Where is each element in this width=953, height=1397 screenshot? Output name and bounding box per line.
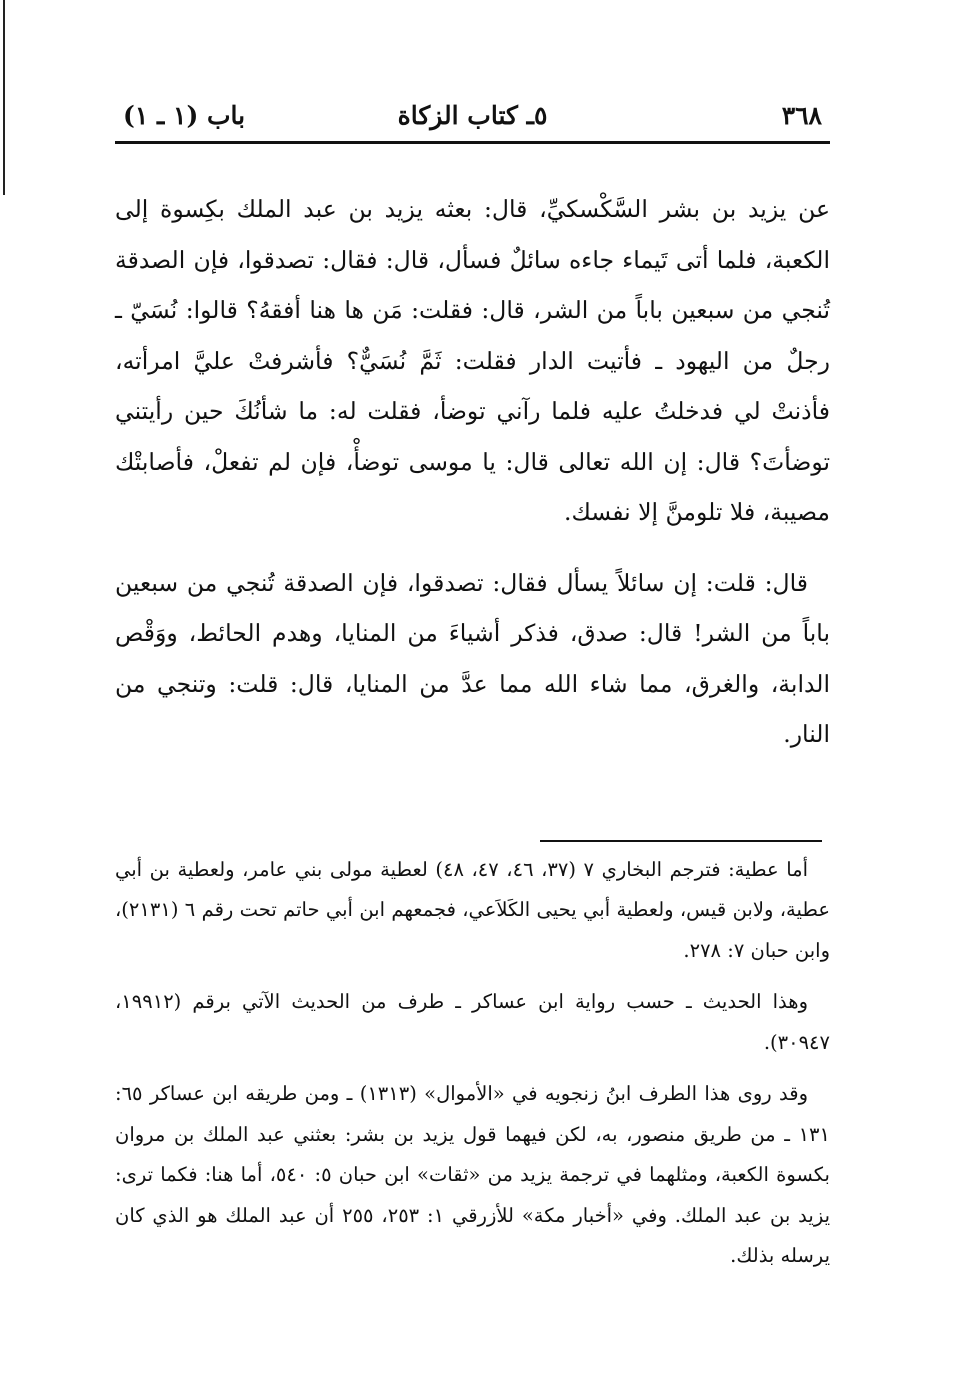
running-header (115, 95, 830, 144)
footnote-separator (540, 840, 822, 842)
page-number: ٣٦٨ (781, 101, 822, 130)
scan-edge-line (3, 0, 5, 195)
footnote-paragraph: وهذا الحديث ـ حسب رواية ابن عساكر ـ طرف من الحديث الآتي برقم (١٩٩١٢، ٣٠٩٤٧). (115, 990, 830, 1054)
chapter-title: ٥ـ كتاب الزكاة (397, 101, 548, 130)
section-label: باب (١ ـ ١) (123, 101, 246, 130)
body-paragraph: قال: قلت: إن سائلاً يسأل فقال: تصدقوا، فإن الصدقة تُنجي من سبعين باباً من الشر! قال: صدق، فذكر أشياءَ من المنايا، وهدم الحائط، ووَقْص الدابة، والغرق، مما شاء الله مما عدَّ من المنايا، قال: قلت: وتنجي من النار. (115, 568, 830, 748)
main-text (115, 184, 830, 760)
body-paragraph: عن يزيد بن بشر السَّكْسكيِّ، قال: بعثه يزيد بن عبد الملك بكِسوة إلى الكعبة، فلما أتى تَيماء جاءه سائلٌ فسأل، قال: فقال: تصدقوا، فإن الصدقة تُنجي من سبعين باباً من الشر، قال: فقلت: مَن ها هنا أفقهُ؟ قالوا: نُسَيّ ـ رجلٌ من اليهود ـ فأتيت الدار فقلت: ثَمَّ نُسَيٌّ؟ فأشرفتْ عليَّ امرأته، فأذنتْ لي فدخلتُ عليه فلما رآني توضأ، فقلت له: ما شأنُكَ حين رأيتني توضأتَ؟ قال: إن الله تعالى قال: يا موسى توضأْ، فإن لم تفعلْ، فأصابتْك مصيبة، فلا تلومنَّ إلا نفسك. (115, 195, 830, 526)
footnotes (115, 850, 830, 1277)
footnote-paragraph: أما عطية: فترجم البخاري ٧ (٣٧، ٤٦، ٤٧، ٤٨) لعطية مولى بني عامر، ولعطية بن أبي عطية، ولابن قيس، ولعطية أبي يحيى الكَلاَعي، فجمعهم ابن أبي حاتم تحت رقم ٦ (٢١٣١)، وابن حبان ٧: ٢٧٨. (115, 857, 830, 962)
book-page (115, 95, 830, 1277)
footnote-paragraph: وقد روى هذا الطرف ابنُ زنجويه في «الأموال» (١٣١٣) ـ ومن طريقه ابن عساكر ٦٥: ١٣١ ـ من طريق منصور، به، لكن فيهما قول يزيد بن بشر: بعثني عبد الملك بن مروان بكسوة الكعبة، ومثلهما في ترجمة يزيد من «ثقات» ابن حبان ٥: ٥٤٠، أما هنا: فكما ترى: يزيد بن عبد الملك. وفي «أخبار مكة» للأزرقي ١: ٢٥٣، ٢٥٥ أن عبد الملك هو الذي كان يرسله بذلك. (115, 1082, 831, 1267)
